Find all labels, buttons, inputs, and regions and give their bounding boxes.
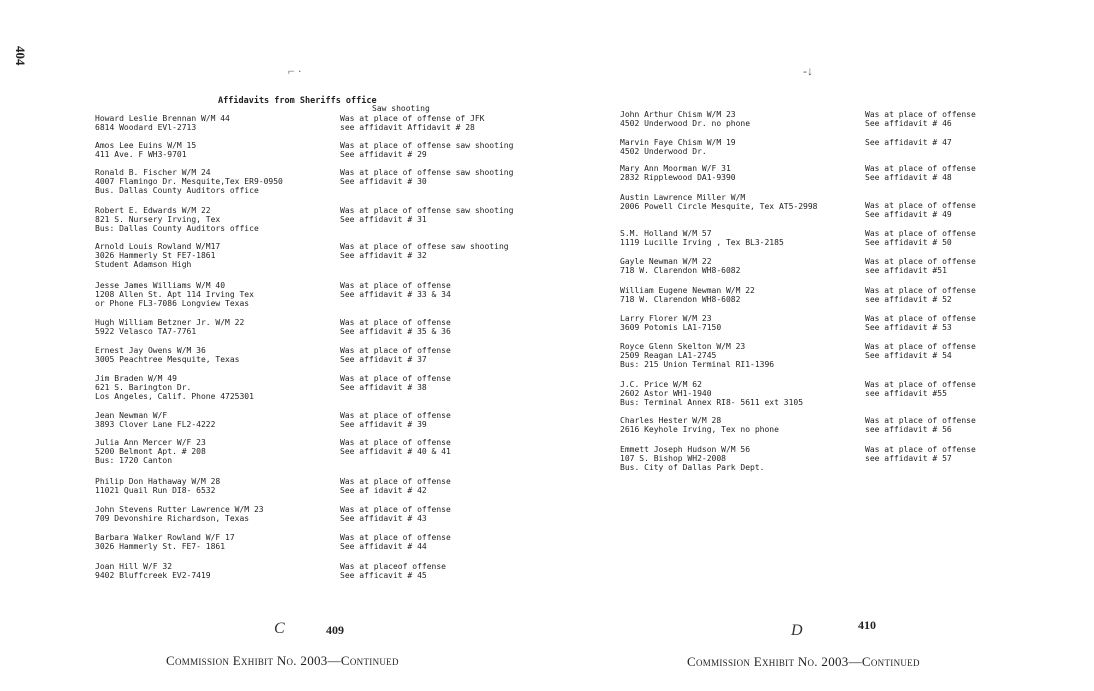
witness-address: Bus: 215 Union Terminal RI1-1396 <box>620 360 775 369</box>
offense-note: Was at place of offense saw shooting <box>340 206 514 215</box>
affidavit-note <box>865 257 976 275</box>
affidavit-note <box>340 168 513 186</box>
witness-address: 2832 Ripplewood DA1-9390 <box>620 173 736 182</box>
affidavit-reference: See affidavit # 40 & 41 <box>340 447 451 456</box>
witness-details <box>95 411 215 429</box>
witness-address: 11021 Quail Run DI8- 6532 <box>95 486 216 495</box>
witness-address: Student Adamson High <box>95 260 192 269</box>
affidavit-reference: See affidavit # 54 <box>865 351 952 360</box>
witness-details <box>95 318 244 336</box>
affidavit-note <box>340 346 451 364</box>
witness-address: 2006 Powell Circle Mesquite, Tex AT5-2998 <box>620 202 818 211</box>
witness-details <box>95 141 196 159</box>
witness-name: Jean Newman W/F <box>95 411 168 420</box>
offense-note: Was at place of offense <box>865 229 976 238</box>
witness-address: 5922 Velasco TA7-7761 <box>95 327 197 336</box>
witness-details <box>620 229 784 247</box>
affidavit-note <box>865 445 976 463</box>
witness-name: William Eugene Newman W/M 22 <box>620 286 755 295</box>
affidavit-reference: See affidavit # 33 & 34 <box>340 290 451 299</box>
witness-address: 1119 Lucille Irving , Tex BL3-2185 <box>620 238 784 247</box>
affidavit-reference: See afficavit # 45 <box>340 571 427 580</box>
witness-details <box>95 438 206 465</box>
affidavit-reference: See affidavit # 29 <box>340 150 427 159</box>
affidavit-note <box>340 374 451 392</box>
offense-note: Was at place of offese saw shooting <box>340 242 509 251</box>
witness-name: Ernest Jay Owens W/M 36 <box>95 346 206 355</box>
offense-note: Was at place of offense <box>340 374 451 383</box>
affidavit-reference: See affidavit # 48 <box>865 173 952 182</box>
affidavit-note <box>865 110 976 128</box>
witness-name: Gayle Newman W/M 22 <box>620 257 712 266</box>
page-letter: D <box>791 622 803 639</box>
witness-details <box>620 380 803 407</box>
affidavit-reference: See affidavit # 39 <box>340 420 427 429</box>
witness-details <box>620 416 779 434</box>
affidavit-note <box>865 286 976 304</box>
witness-address: or Phone FL3-7086 Longview Texas <box>95 299 250 308</box>
witness-name: S.M. Holland W/M 57 <box>620 229 712 238</box>
witness-name: Ronald B. Fischer W/M 24 <box>95 168 211 177</box>
affidavit-note <box>865 416 976 434</box>
affidavit-reference: See affidavit # 44 <box>340 542 427 551</box>
page-number: 410 <box>858 618 876 632</box>
witness-name: Arnold Louis Rowland W/M17 <box>95 242 221 251</box>
offense-note: Was at place of offense saw shooting <box>340 168 514 177</box>
offense-note: Was at place of offense saw shooting <box>340 141 514 150</box>
witness-details <box>95 505 264 523</box>
offense-note: Was at place of offense <box>340 346 451 355</box>
witness-address: 5200 Belmont Apt. # 208 <box>95 447 206 456</box>
affidavit-reference: See affidavit # 50 <box>865 238 952 247</box>
witness-name: Julia Ann Mercer W/F 23 <box>95 438 206 447</box>
affidavit-note <box>340 411 451 429</box>
affidavit-note <box>340 141 513 159</box>
saw-shooting-note: Saw shooting <box>372 104 430 113</box>
witness-address: Bus. City of Dallas Park Dept. <box>620 463 765 472</box>
witness-name: Philip Don Hathaway W/M 28 <box>95 477 221 486</box>
witness-details <box>620 286 755 304</box>
affidavit-reference: See affidavit # 53 <box>865 323 952 332</box>
offense-note: Was at place of offense <box>865 257 976 266</box>
witness-name: Royce Glenn Skelton W/M 23 <box>620 342 746 351</box>
affidavit-note <box>865 138 952 147</box>
witness-address: 3026 Hammerly St FE7-1861 <box>95 251 216 260</box>
offense-note: Was at place of offense <box>865 314 976 323</box>
witness-address: 2616 Keyhole Irving, Tex no phone <box>620 425 779 434</box>
witness-details <box>620 314 721 332</box>
witness-details <box>95 533 235 551</box>
affidavit-note <box>865 229 976 247</box>
witness-details <box>620 257 740 275</box>
offense-note: Was at place of offense <box>340 477 451 486</box>
scan-mark: ⌐ · <box>288 64 302 78</box>
witness-address: 4502 Underwood Dr. no phone <box>620 119 751 128</box>
affidavit-reference: See affidavit # 49 <box>865 210 952 219</box>
affidavit-note <box>340 505 451 523</box>
witness-details <box>95 242 220 269</box>
witness-name: Jim Braden W/M 49 <box>95 374 177 383</box>
witness-address: 2509 Reagan LA1-2745 <box>620 351 717 360</box>
witness-name: Emmett Joseph Hudson W/M 56 <box>620 445 751 454</box>
affidavit-note <box>865 314 976 332</box>
witness-name: Howard Leslie Brennan W/M 44 <box>95 114 230 123</box>
witness-details <box>95 281 254 308</box>
witness-address: Bus. Dallas County Auditors office <box>95 186 259 195</box>
offense-note: Was at place of offense <box>865 286 976 295</box>
witness-details <box>620 164 736 182</box>
offense-note: Was at place of offense <box>340 533 451 542</box>
offense-note: Was at placeof offense <box>340 562 446 571</box>
witness-details <box>95 206 259 233</box>
offense-note: See affidavit # 47 <box>865 138 952 147</box>
affidavit-reference: See affidavit # 32 <box>340 251 427 260</box>
affidavit-note <box>340 533 451 551</box>
witness-address: 621 S. Barington Dr. <box>95 383 192 392</box>
witness-details <box>620 342 774 369</box>
witness-name: Larry Florer W/M 23 <box>620 314 712 323</box>
witness-details <box>95 168 283 195</box>
affidavit-reference: See affidavit # 43 <box>340 514 427 523</box>
affidavit-note <box>865 380 976 398</box>
witness-name: Joan Hill W/F 32 <box>95 562 173 571</box>
witness-address: 4007 Flamingo Dr. Mesquite,Tex ER9-0950 <box>95 177 283 186</box>
affidavit-note <box>865 164 976 182</box>
witness-name: Robert E. Edwards W/M 22 <box>95 206 211 215</box>
witness-details <box>95 477 220 495</box>
witness-details <box>620 445 765 472</box>
witness-address: Bus: Terminal Annex RI8- 5611 ext 3105 <box>620 398 804 407</box>
witness-name: Jesse James Williams W/M 40 <box>95 281 226 290</box>
offense-note: Was at place of offense <box>865 380 976 389</box>
witness-name: John Arthur Chism W/M 23 <box>620 110 736 119</box>
witness-name: John Stevens Rutter Lawrence W/M 23 <box>95 505 264 514</box>
witness-address: 1208 Allen St. Apt 114 Irving Tex <box>95 290 254 299</box>
folio-number: 404 <box>13 46 28 66</box>
witness-address: 718 W. Clarendon WH8-6082 <box>620 266 741 275</box>
witness-address: 3609 Potomis LA1-7150 <box>620 323 722 332</box>
witness-address: 9402 Bluffcreek EV2-7419 <box>95 571 211 580</box>
affidavit-note <box>340 562 446 580</box>
offense-note: Was at place of offense of JFK <box>340 114 485 123</box>
witness-address: 821 S. Nursery Irving, Tex <box>95 215 221 224</box>
affidavit-reference: see affidavit # 57 <box>865 454 952 463</box>
witness-address: Los Angeles, Calif. Phone 4725301 <box>95 392 254 401</box>
witness-address: Bus: Dallas County Auditors office <box>95 224 259 233</box>
offense-note: Was at place of offense <box>865 416 976 425</box>
page-number: 409 <box>326 623 344 637</box>
affidavit-note <box>340 242 509 260</box>
affidavit-note <box>340 477 451 495</box>
affidavit-note <box>340 438 451 456</box>
offense-note: Was at place of offense <box>865 445 976 454</box>
affidavit-note <box>340 318 451 336</box>
offense-note: Was at place of offense <box>340 318 451 327</box>
affidavit-reference: See affidavit # 35 & 36 <box>340 327 451 336</box>
offense-note: Was at place of offense <box>865 110 976 119</box>
affidavit-reference: See affidavit # 46 <box>865 119 952 128</box>
witness-address: 3893 Clover Lane FL2-4222 <box>95 420 216 429</box>
witness-details <box>95 346 240 364</box>
affidavit-note <box>340 206 513 224</box>
witness-address: Bus: 1720 Canton <box>95 456 173 465</box>
witness-name: Amos Lee Euins W/M 15 <box>95 141 197 150</box>
witness-name: Hugh William Betzner Jr. W/M 22 <box>95 318 245 327</box>
witness-name: J.C. Price W/M 62 <box>620 380 702 389</box>
witness-address: 3026 Hammerly St. FE7- 1861 <box>95 542 226 551</box>
exhibit-caption: Commission Exhibit No. 2003—Continued <box>687 654 920 669</box>
affidavit-reference: see affidavit Affidavit # 28 <box>340 123 475 132</box>
witness-name: Charles Hester W/M 28 <box>620 416 722 425</box>
witness-address: 709 Devonshire Richardson, Texas <box>95 514 250 523</box>
witness-address: 107 S. Bishop WH2-2008 <box>620 454 726 463</box>
affidavit-reference: See affidavit # 30 <box>340 177 427 186</box>
witness-name: Mary Ann Moorman W/F 31 <box>620 164 731 173</box>
right-page <box>547 0 1094 691</box>
witness-address: 3005 Peachtree Mesquite, Texas <box>95 355 240 364</box>
witness-address: 4502 Underwood Dr. <box>620 147 707 156</box>
affidavit-note <box>340 281 451 299</box>
exhibit-caption: Commission Exhibit No. 2003—Continued <box>166 653 399 668</box>
affidavit-reference: see affidavit # 52 <box>865 295 952 304</box>
offense-note: Was at place of offense <box>865 201 976 210</box>
affidavit-reference: see affidavit # 56 <box>865 425 952 434</box>
affidavit-note <box>865 201 976 219</box>
affidavit-note <box>865 342 976 360</box>
witness-details <box>620 138 736 156</box>
witness-details <box>95 114 230 132</box>
witness-address: 2602 Astor WH1-1940 <box>620 389 712 398</box>
witness-details <box>95 562 211 580</box>
affidavit-reference: See affidavit # 37 <box>340 355 427 364</box>
affidavit-note <box>340 114 485 132</box>
offense-note: Was at place of offense <box>865 164 976 173</box>
witness-address: 6814 Woodard EVl-2713 <box>95 123 197 132</box>
witness-address: 411 Ave. F WH3-9701 <box>95 150 187 159</box>
affidavit-reference: See affidavit # 38 <box>340 383 427 392</box>
affidavit-reference: see affidavit #51 <box>865 266 947 275</box>
witness-details <box>95 374 254 401</box>
witness-name: Marvin Faye Chism W/M 19 <box>620 138 736 147</box>
offense-note: Was at place of offense <box>340 281 451 290</box>
affidavit-reference: see affidavit #55 <box>865 389 947 398</box>
offense-note: Was at place of offense <box>340 411 451 420</box>
witness-details <box>620 110 750 128</box>
witness-name: Barbara Walker Rowland W/F 17 <box>95 533 235 542</box>
offense-note: Was at place of offense <box>865 342 976 351</box>
document-heading: Affidavits from Sheriffs office <box>218 96 377 106</box>
affidavit-reference: See af idavit # 42 <box>340 486 427 495</box>
affidavit-reference: See affidavit # 31 <box>340 215 427 224</box>
page-letter: C <box>274 620 285 637</box>
offense-note: Was at place of offense <box>340 505 451 514</box>
witness-name: Austin Lawrence Miller W/M <box>620 193 746 202</box>
witness-details <box>620 193 817 211</box>
witness-address: 718 W. Clarendon WH8-6082 <box>620 295 741 304</box>
offense-note: Was at place of offense <box>340 438 451 447</box>
scan-mark: -↓ <box>803 64 813 78</box>
